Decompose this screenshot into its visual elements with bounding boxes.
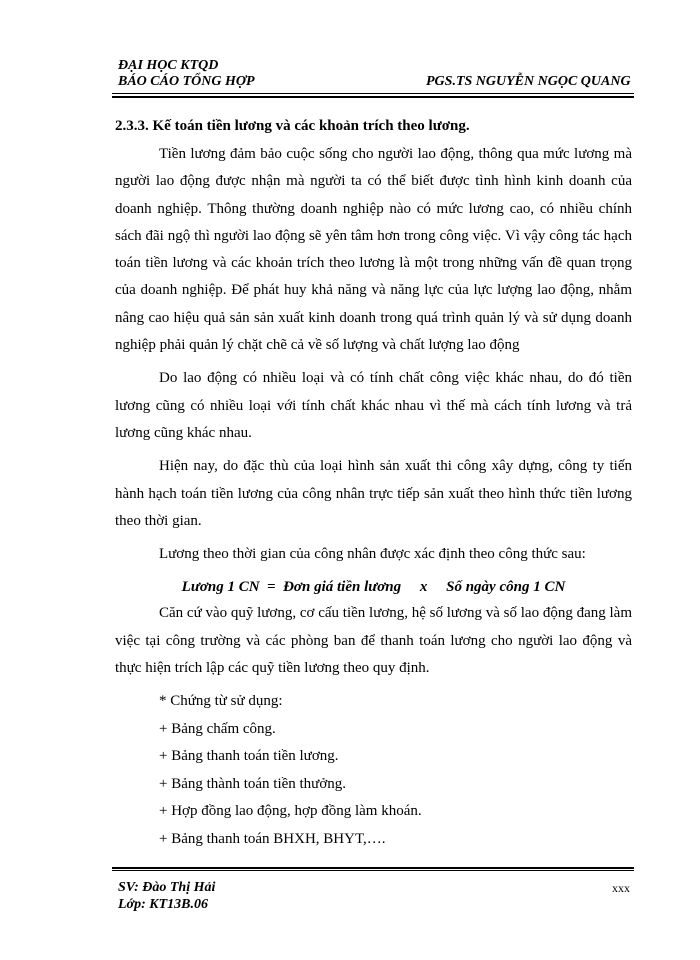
document-item: + Bảng thành toán tiền thưởng. xyxy=(159,775,346,792)
header-divider-thick xyxy=(112,96,634,98)
page-body xyxy=(115,113,632,853)
paragraph-payroll-basis: Căn cứ vào quỹ lương, cơ cấu tiền lương, hệ số lương và số lao động đang làm việc tại công trường và các phòng ban để thanh toán lương cho người lao động và thực hiện trích lập các quỹ tiền lương theo quy định. xyxy=(115,605,632,677)
salary-formula: Lương 1 CN = Đơn giá tiền lương x Số ngày công 1 CN xyxy=(181,579,566,596)
document-item: + Bảng thanh toán BHXH, BHYT,…. xyxy=(159,830,386,847)
footer-student: SV: Đào Thị Hải xyxy=(118,880,216,895)
header-divider-thin xyxy=(112,93,634,94)
header-author: PGS.TS NGUYỄN NGỌC QUANG xyxy=(426,74,631,89)
header-university: ĐẠI HỌC KTQD xyxy=(118,58,219,73)
documents-title: * Chứng từ sử dụng: xyxy=(159,693,283,710)
paragraph-accounting-method: Hiện nay, do đặc thù của loại hình sản xuất thi công xây dựng, công ty tiến hành hạch toán tiền lương của công nhân trực tiếp sản xuất theo hình thức tiền lương theo thời gian. xyxy=(115,458,632,529)
document-item: + Hợp đồng lao động, hợp đồng làm khoán. xyxy=(159,803,422,820)
paragraph-salary-intro: Tiền lương đảm bảo cuộc sống cho người lao động, thông qua mức lương mà người lao động được nhận mà người ta có thể biết được tình hình kinh doanh của doanh nghiệp. Thông thường doanh nghiệp nào có mức lương cao, có nhiều chính sách đãi ngộ thì người lao động sẽ yên tâm hơn trong công việc. Vì vậy công tác hạch toán tiền lương và các khoản trích theo lương là một trong những vấn đề quan trọng của doanh nghiệp. Để phát huy khả năng và năng lực của lực lượng lao động, nhằm nâng cao hiệu quả sản sản xuất kinh doanh trong quá trình quản lý và sử dụng doanh nghiệp phải quản lý chặt chẽ cả về số lượng và chất lượng lao động xyxy=(115,146,632,354)
paragraph-salary-types: Do lao động có nhiều loại và có tính chất công việc khác nhau, do đó tiền lương cũng có nhiều loại với tính chất khác nhau vì thế mà cách tính lương và trả lương cũng khác nhau. xyxy=(115,370,632,441)
footer-divider-thick xyxy=(112,867,634,869)
document-item: + Bảng thanh toán tiền lương. xyxy=(159,748,339,765)
paragraph-formula-intro: Lương theo thời gian của công nhân được xác định theo công thức sau: xyxy=(159,546,586,563)
footer-class: Lớp: KT13B.06 xyxy=(118,897,208,912)
section-heading: 2.3.3. Kế toán tiền lương và các khoản trích theo lương. xyxy=(115,118,470,134)
document-item: + Bảng chấm công. xyxy=(159,720,276,737)
page-number: xxx xyxy=(612,881,630,895)
header-report-title: BÁO CÁO TỔNG HỢP xyxy=(118,74,255,89)
footer-divider-thin xyxy=(112,870,634,871)
